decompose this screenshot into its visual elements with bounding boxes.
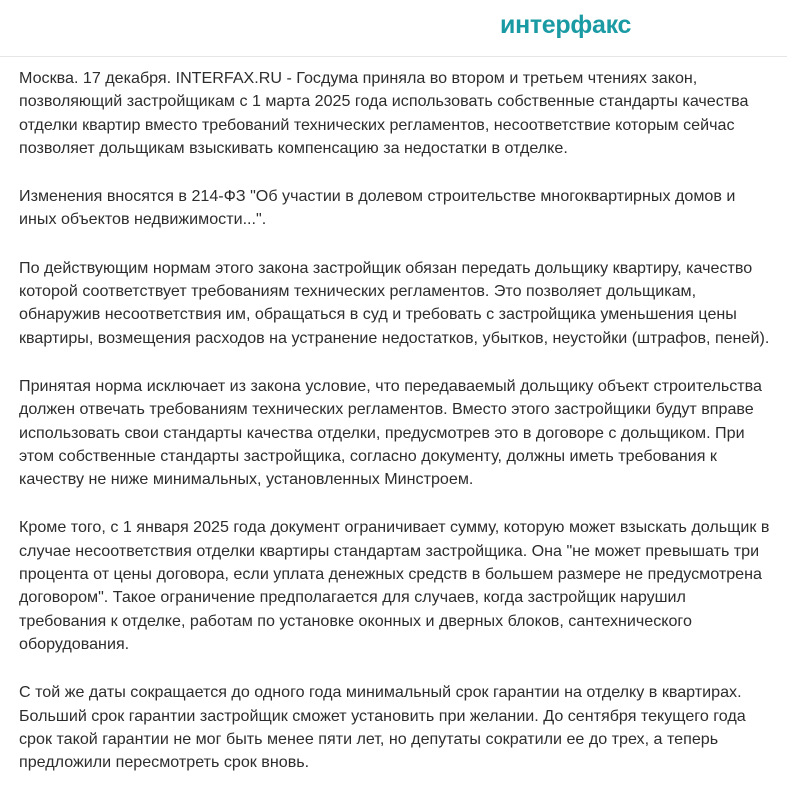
- article-paragraph: Москва. 17 декабря. INTERFAX.RU - Госдума приняла во втором и третьем чтениях закон, позволяющий застройщикам с 1 марта 2025 года использовать собственные стандарты качества отделки квартир вместо требований технических регламентов, несоответствие которым сейчас позволяет дольщикам взыскивать компенсацию за недостатки в отделке.: [19, 69, 749, 157]
- interfax-logo[interactable]: интерфакс: [500, 11, 632, 39]
- article-paragraph: С той же даты сокращается до одного года минимальный срок гарантии на отделку в квартирах. Больший срок гарантии застройщик сможет установить при желании. До сентября текущего года срок такой гарантии не мог быть менее пяти лет, но депутаты сократили ее до трех, а теперь предложили пересмотреть срок вновь.: [19, 683, 746, 772]
- article-body: [19, 67, 774, 794]
- article-paragraph: Принятая норма исключает из закона условие, что передаваемый дольщику объект строительства должен отвечать требованиям технических регламентов. Вместо этого застройщики будут вправе использовать свои стандарты качества отделки, предусмотрев это в договоре с дольщиком. При этом собственные стандарты застройщика, согласно документу, должны иметь требования к качеству не ниже минимальных, установленных Минстроем.: [19, 376, 762, 489]
- article-paragraph: По действующим нормам этого закона застройщик обязан передать дольщику квартиру, качество которой соответствует требованиям технических регламентов. Это позволяет дольщикам, обнаружив несоответствия им, обращаться в суд и требовать с застройщика уменьшения цены квартиры, возмещения расходов на устранение недостатков, убытков, неустойки (штрафов, пеней).: [19, 258, 770, 347]
- article-paragraph: Кроме того, с 1 января 2025 года документ ограничивает сумму, которую может взыскать дольщик в случае несоответствия отделки квартиры стандартам застройщика. Она "не может превышать три процента от цены договора, если уплата денежных средств в большем размере не предусмотрена договором". Такое ограничение предполагается для случаев, когда застройщик нарушил требования к отделке, работам по установке оконных и дверных блоков, сантехнического оборудования.: [19, 518, 770, 653]
- site-header: [0, 0, 787, 57]
- article-paragraph: Изменения вносятся в 214-ФЗ "Об участии в долевом строительстве многоквартирных домов и иных объектов недвижимости...".: [19, 187, 736, 229]
